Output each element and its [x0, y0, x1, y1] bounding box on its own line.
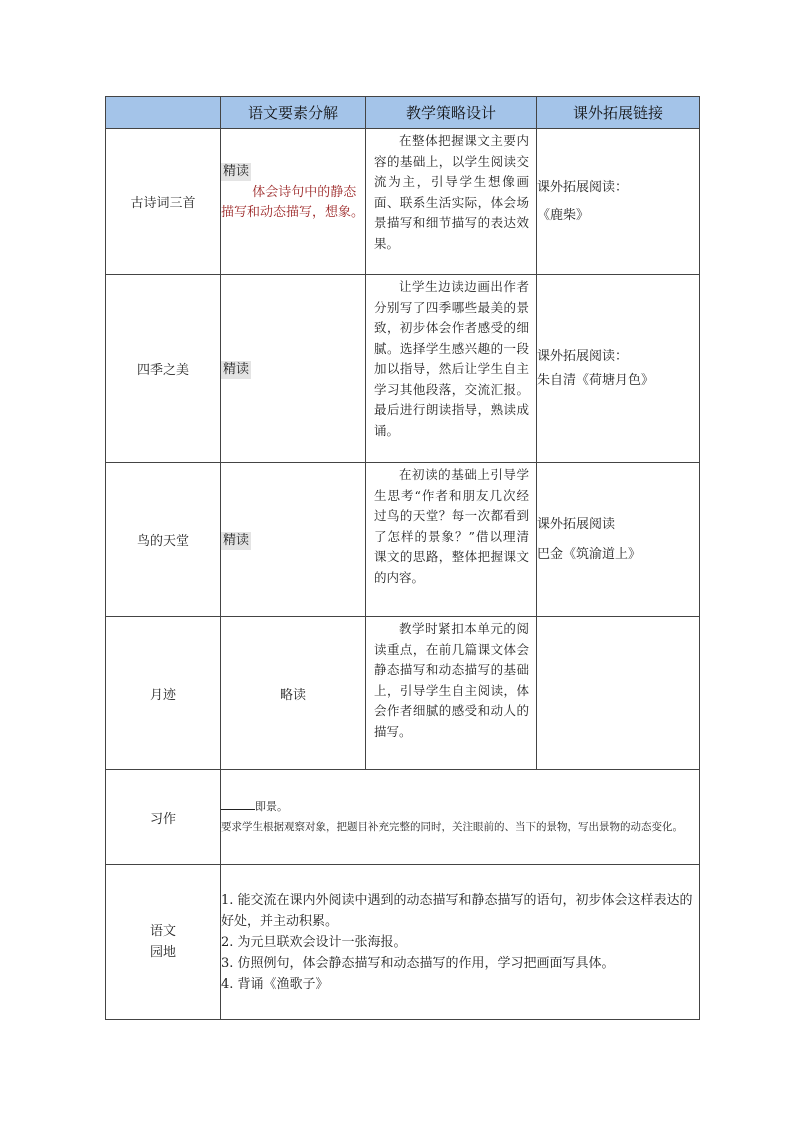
lesson-title: 古诗词三首 [106, 129, 221, 275]
strategy-text: 在初读的基础上引导学生思考“作者和朋友几次经过鸟的天堂？每一次都看到了怎样的景象？”借以理清课文的思路，整体把握课文的内容。 [374, 467, 529, 585]
reading-type-label: 略读 [279, 687, 306, 703]
section-title-xizuo: 习作 [106, 770, 221, 865]
xizuo-topic [221, 796, 699, 817]
header-cell-empty [106, 97, 221, 129]
extension-cell [537, 275, 700, 463]
xizuo-topic-suffix: 即景。 [255, 800, 288, 813]
header-cell-extension: 课外拓展链接 [537, 97, 700, 129]
table-row [106, 463, 700, 617]
table-row [106, 617, 700, 770]
reading-type-tag: 精读 [223, 533, 250, 548]
header-row [106, 97, 700, 129]
yuwen-cell [221, 865, 700, 1020]
extension-cell [537, 617, 700, 770]
lesson-title: 月迹 [106, 617, 221, 770]
element-text: 体会诗句中的静态描写和动态描写，想象。 [221, 185, 365, 220]
header-cell-elements: 语文要素分解 [221, 97, 366, 129]
list-item: 2. 为元旦联欢会设计一张海报。 [221, 934, 407, 950]
element-cell [221, 129, 366, 275]
yuwen-title-line1: 语文 [149, 924, 176, 939]
xizuo-requirement: 要求学生根据观察对象，把题目补充完整的同时，关注眼前的、当下的景物，写出景物的动态变化。 [221, 821, 683, 833]
strategy-cell [366, 275, 537, 463]
lesson-title: 鸟的天堂 [106, 463, 221, 617]
extension-label: 课外拓展阅读： [537, 179, 629, 195]
xizuo-cell [221, 770, 700, 865]
section-title-yuwen-yuandi [106, 865, 221, 1020]
extension-title: 《鹿柴》 [537, 207, 590, 223]
list-item: 4. 背诵《渔歌子》 [221, 976, 329, 992]
element-cell [221, 463, 366, 617]
lesson-title: 四季之美 [106, 275, 221, 463]
yuwen-title-line2: 园地 [149, 945, 176, 960]
table-row [106, 770, 700, 865]
extension-title: 朱自清《荷塘月色》 [537, 372, 655, 388]
strategy-text: 让学生边读边画出作者分别写了四季哪些最美的景致，初步体会作者感受的细腻。选择学生感兴趣的一段加以指导，然后让学生自主学习其他段落，交流汇报。最后进行朗读指导，熟读成诵。 [374, 279, 529, 438]
yuwen-title [150, 921, 176, 963]
extension-label: 课外拓展阅读： [537, 348, 629, 364]
element-cell [221, 275, 366, 463]
table-row [106, 129, 700, 275]
list-item: 1. 能交流在课内外阅读中遇到的动态描写和静态描写的语句，初步体会这样表达的好处，并主动积累。 [221, 892, 693, 929]
reading-type-tag: 精读 [223, 164, 250, 179]
extension-cell [537, 129, 700, 275]
unit-plan-table [105, 96, 700, 1020]
strategy-cell [366, 463, 537, 617]
strategy-cell [366, 617, 537, 770]
fill-in-blank [221, 799, 255, 810]
strategy-cell [366, 129, 537, 275]
header-cell-strategy: 教学策略设计 [366, 97, 537, 129]
extension-title: 巴金《筑渝道上》 [537, 546, 642, 562]
list-item: 3. 仿照例句，体会静态描写和动态描写的作用，学习把画面写具体。 [221, 955, 615, 971]
reading-type-tag: 精读 [223, 362, 250, 377]
table-row [106, 865, 700, 1020]
extension-cell [537, 463, 700, 617]
strategy-text: 在整体把握课文主要内容的基础上，以学生阅读交流为主，引导学生想像画面、联系生活实际，体会场景描写和细节描写的表达效果。 [374, 133, 529, 251]
extension-label: 课外拓展阅读 [537, 516, 616, 532]
table-row [106, 275, 700, 463]
element-cell [221, 617, 366, 770]
strategy-text: 教学时紧扣本单元的阅读重点，在前几篇课文体会静态描写和动态描写的基础上，引导学生自主阅读，体会作者细腻的感受和动人的描写。 [374, 621, 529, 739]
